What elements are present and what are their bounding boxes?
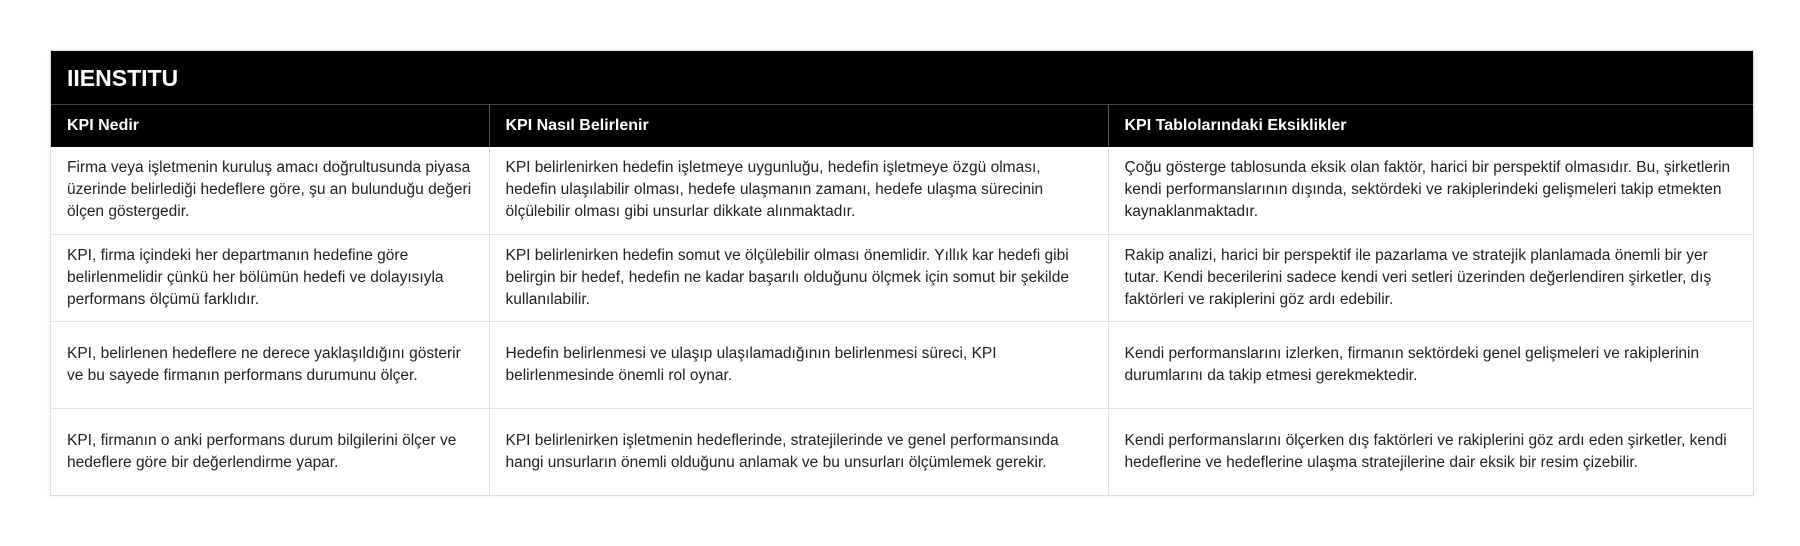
table-row [51, 408, 1753, 495]
kpi-table [51, 105, 1753, 495]
column-header-kpi-eksiklikler: KPI Tablolarındaki Eksiklikler [1108, 105, 1753, 147]
table-cell: KPI belirlenirken hedefin somut ve ölçülebilir olması önemlidir. Yıllık kar hedefi gibi belirgin bir hedef, hedefin ne kadar başarılı olduğunu ölçmek için somut bir şekilde kullanılabilir. [489, 234, 1108, 321]
table-cell: Kendi performanslarını izlerken, firmanın sektördeki genel gelişmeleri ve rakiplerinin durumlarını da takip etmesi gerekmektedir. [1108, 321, 1753, 408]
header-row [51, 105, 1753, 147]
table-row [51, 147, 1753, 234]
table-row [51, 321, 1753, 408]
table-cell: KPI, firmanın o anki performans durum bilgilerini ölçer ve hedeflere göre bir değerlendirme yapar. [51, 408, 489, 495]
column-header-kpi-nasil-belirlenir: KPI Nasıl Belirlenir [489, 105, 1108, 147]
table-cell: Kendi performanslarını ölçerken dış faktörleri ve rakiplerini göz ardı eden şirketler, kendi hedeflerine ve hedeflerine ulaşma stratejilerine dair eksik bir resim çizebilir. [1124, 431, 1727, 471]
table-cell: Rakip analizi, harici bir perspektif ile pazarlama ve stratejik planlamada önemli bir yer tutar. Kendi becerilerini sadece kendi veri setleri üzerinden değerlendiren şirketler, dış faktörleri ve rakiplerini göz ardı edebilir. [1108, 234, 1753, 321]
table-cell: KPI belirlenirken işletmenin hedeflerinde, stratejilerinde ve genel performansında hangi unsurların önemli olduğunu anlamak ve bu unsurları ölçümlemek gerekir. [489, 408, 1108, 495]
table-cell: KPI, belirlenen hedeflere ne derece yaklaşıldığını gösterir ve bu sayede firmanın performans durumunu ölçer. [51, 321, 489, 408]
table-title: IIENSTITU [51, 51, 1753, 105]
table-row [51, 234, 1753, 321]
table-cell: KPI, firma içindeki her departmanın hedefine göre belirlenmelidir çünkü her bölümün hedefi ve dolayısıyla performans ölçümü farklıdır. [51, 234, 489, 321]
column-header-kpi-nedir: KPI Nedir [51, 105, 489, 147]
table-cell: Firma veya işletmenin kuruluş amacı doğrultusunda piyasa üzerinde belirlediği hedeflere göre, şu an bulunduğu değeri ölçen göstergedir. [51, 147, 489, 234]
table-cell: KPI belirlenirken hedefin işletmeye uygunluğu, hedefin işletmeye özgü olması, hedefin ulaşılabilir olması, hedefe ulaşmanın zamanı, hedefe ulaşma sürecinin ölçülebilir olması gibi unsurlar dikkate alınmaktadır. [489, 147, 1108, 234]
table-cell: Hedefin belirlenmesi ve ulaşıp ulaşılamadığının belirlenmesi süreci, KPI belirlenmesinde önemli rol oynar. [489, 321, 1108, 408]
kpi-table-container [50, 50, 1754, 496]
table-cell: Çoğu gösterge tablosunda eksik olan faktör, harici bir perspektif olmasıdır. Bu, şirketlerin kendi performanslarının dışında, sektördeki ve rakiplerindeki gelişmeleri takip etmekten kaynaklanmaktadır. [1108, 147, 1753, 234]
